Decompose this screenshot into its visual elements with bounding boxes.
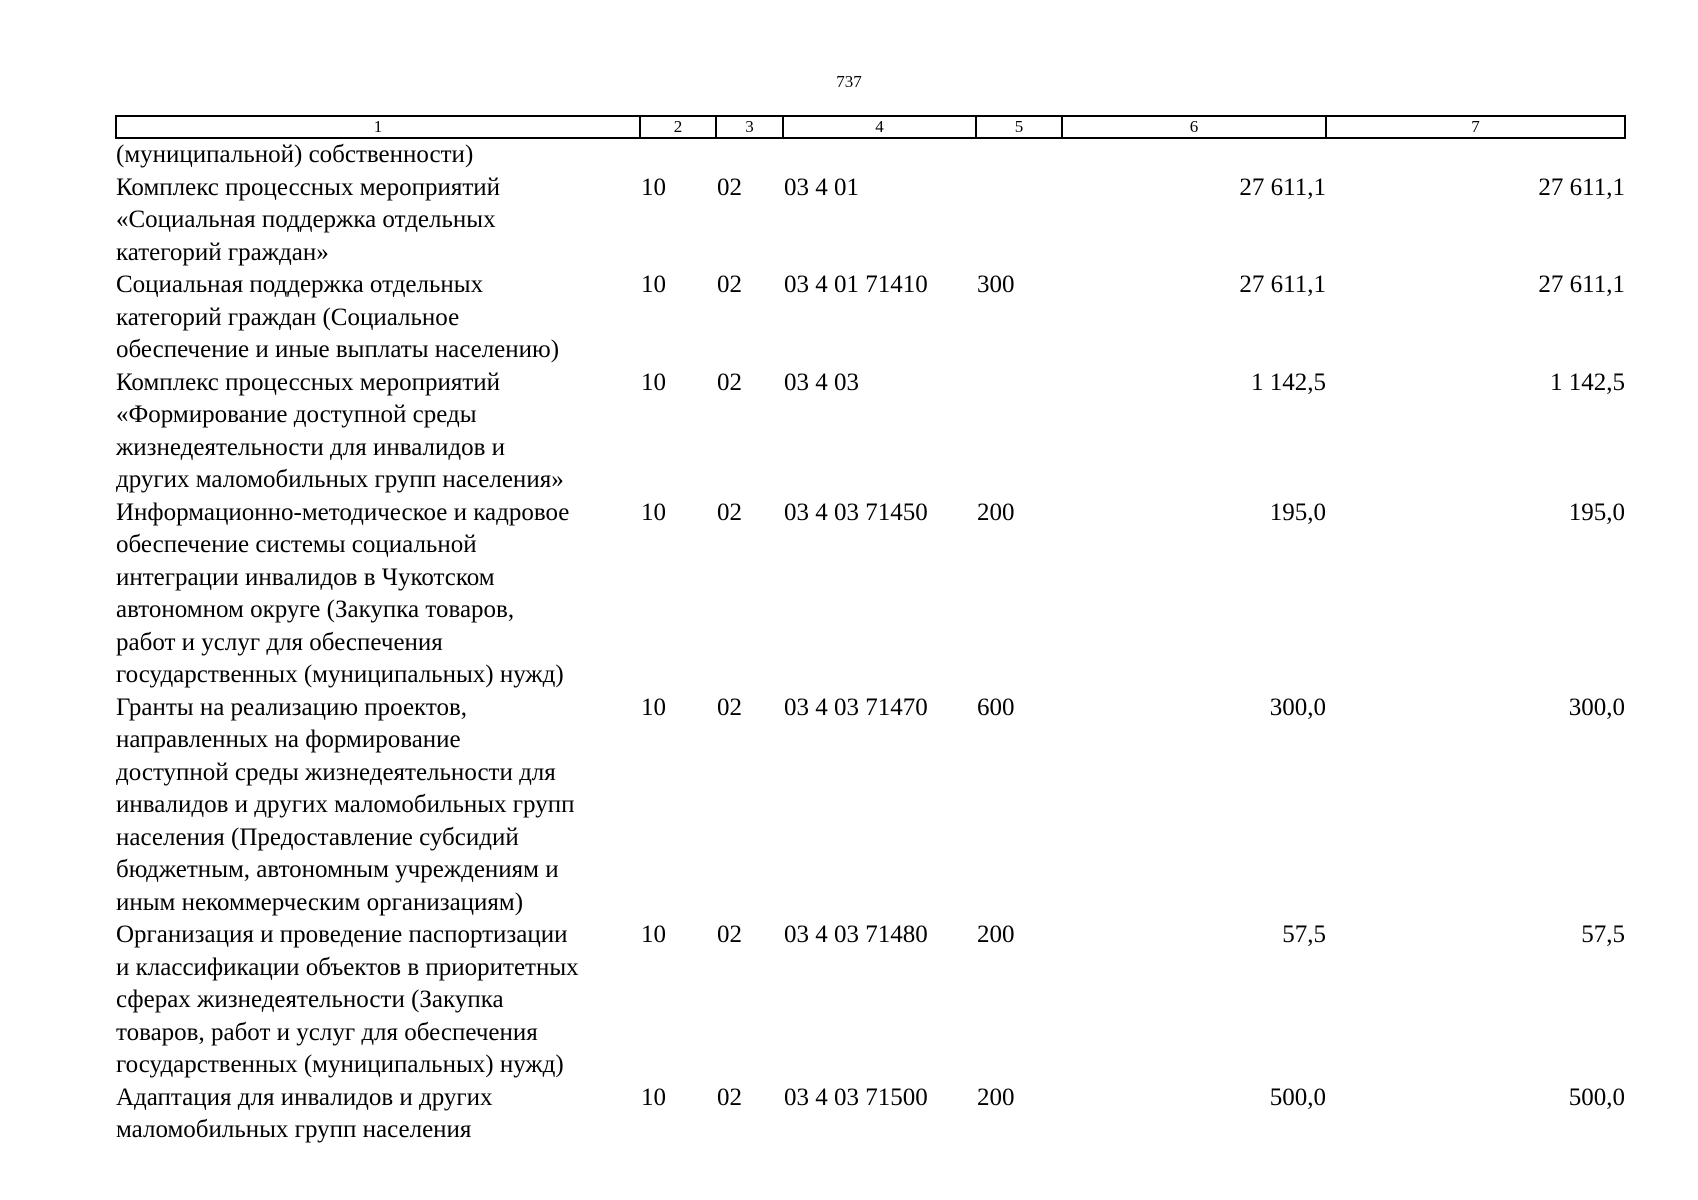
subsection-code — [716, 138, 783, 172]
amount-column-6: 195,0 — [1269, 498, 1326, 526]
amount-column-7: 27 611,1 — [1538, 173, 1625, 201]
section-code: 10 — [641, 271, 666, 298]
column-header-4: 4 — [783, 116, 976, 138]
target-article-code: 03 4 03 71470 — [784, 693, 928, 721]
column-header-6: 6 — [1062, 116, 1326, 138]
budget-table — [115, 115, 1626, 1147]
expense-type-code — [976, 367, 1062, 497]
column-header-1: 1 — [116, 116, 640, 138]
expense-type-code: 300 — [977, 271, 1015, 298]
row-description — [116, 367, 640, 497]
amount-column-7: 500,0 — [1568, 1083, 1625, 1111]
row-description — [116, 919, 640, 1082]
subsection-code: 02 — [717, 271, 742, 298]
section-code: 10 — [641, 498, 666, 526]
description-line: Организация и проведение паспортизации — [116, 921, 568, 948]
amount-column-6 — [1062, 138, 1326, 172]
row-description — [116, 138, 640, 172]
subsection-code: 02 — [717, 368, 742, 396]
description-line: обеспечение и иные выплаты населению) — [116, 336, 560, 363]
description-line: иным некоммерческим организациям) — [116, 888, 524, 916]
subsection-code: 02 — [717, 173, 742, 201]
description-line: автономном округе (Закупка товаров, — [116, 596, 515, 623]
expense-type-code — [976, 172, 1062, 270]
expense-type-code: 200 — [977, 498, 1015, 526]
row-description — [116, 269, 640, 367]
subsection-code: 02 — [717, 921, 742, 948]
target-article-code: 03 4 01 — [784, 173, 859, 201]
description-line: других маломобильных групп населения» — [116, 466, 564, 493]
description-line: бюджетным, автономным учреждениям и — [116, 856, 559, 883]
description-line: и классификации объектов в приоритетных — [116, 953, 579, 981]
target-article-code: 03 4 03 — [784, 368, 859, 396]
section-code: 10 — [641, 368, 666, 396]
expense-type-code: 600 — [977, 693, 1015, 721]
description-line: сферах жизнедеятельности (Закупка — [116, 986, 504, 1013]
table-row — [116, 1082, 1625, 1147]
table-body — [116, 138, 1625, 1147]
description-line: Социальная поддержка отдельных — [116, 271, 484, 298]
description-line: государственных (муниципальных) нужд) — [116, 1051, 564, 1078]
amount-column-6: 1 142,5 — [1251, 368, 1326, 396]
row-description — [116, 1082, 640, 1147]
section-code — [640, 138, 716, 172]
expense-type-code — [976, 138, 1062, 172]
amount-column-7: 195,0 — [1568, 498, 1625, 526]
description-line: Комплекс процессных мероприятий — [116, 368, 501, 396]
description-line: «Формирование доступной среды — [116, 401, 477, 428]
description-line: (муниципальной) собственности) — [116, 141, 474, 168]
amount-column-7: 300,0 — [1568, 693, 1625, 721]
description-line: направленных на формирование — [116, 726, 461, 753]
description-line: обеспечение системы социальной — [116, 531, 477, 558]
expense-type-code: 200 — [977, 921, 1015, 948]
section-code: 10 — [641, 921, 666, 948]
amount-column-6: 500,0 — [1269, 1083, 1326, 1111]
amount-column-7 — [1326, 138, 1625, 172]
description-line: интеграции инвалидов в Чукотском — [116, 563, 495, 591]
target-article-code: 03 4 03 71480 — [784, 921, 928, 948]
target-article-code: 03 4 03 71450 — [784, 498, 928, 526]
description-line: инвалидов и других маломобильных групп — [116, 791, 575, 818]
column-header-5: 5 — [976, 116, 1062, 138]
target-article-code: 03 4 03 71500 — [784, 1083, 928, 1111]
description-line: категорий граждан (Социальное — [116, 303, 460, 331]
amount-column-6: 300,0 — [1269, 693, 1326, 721]
amount-column-7: 1 142,5 — [1550, 368, 1625, 396]
description-line: доступной среды жизнедеятельности для — [116, 758, 556, 786]
row-description — [116, 692, 640, 920]
table-row — [116, 497, 1625, 692]
subsection-code: 02 — [717, 693, 742, 721]
description-line: Гранты на реализацию проектов, — [116, 693, 468, 721]
table-row — [116, 919, 1625, 1082]
row-description — [116, 497, 640, 692]
table-row — [116, 138, 1625, 172]
description-line: Комплекс процессных мероприятий — [116, 173, 501, 201]
target-article-code — [783, 138, 976, 172]
amount-column-6: 27 611,1 — [1239, 271, 1326, 298]
column-header-7: 7 — [1326, 116, 1625, 138]
description-line: работ и услуг для обеспечения — [116, 628, 443, 656]
description-line: жизнедеятельности для инвалидов и — [116, 433, 506, 461]
description-line: категорий граждан» — [116, 238, 329, 266]
subsection-code: 02 — [717, 1083, 742, 1111]
section-code: 10 — [641, 1083, 666, 1111]
table-header — [116, 116, 1625, 138]
table-row — [116, 172, 1625, 270]
section-code: 10 — [641, 173, 666, 201]
description-line: государственных (муниципальных) нужд) — [116, 661, 564, 688]
target-article-code: 03 4 01 71410 — [784, 271, 928, 298]
section-code: 10 — [641, 693, 666, 721]
amount-column-6: 57,5 — [1282, 921, 1326, 948]
column-number-row — [116, 116, 1625, 138]
description-line: Адаптация для инвалидов и других — [116, 1083, 493, 1111]
description-line: товаров, работ и услуг для обеспечения — [116, 1018, 538, 1046]
description-line: Информационно-методическое и кадровое — [116, 498, 570, 526]
table-row — [116, 367, 1625, 497]
description-line: «Социальная поддержка отдельных — [116, 206, 496, 233]
amount-column-7: 57,5 — [1581, 921, 1625, 948]
description-line: населения (Предоставление субсидий — [116, 823, 519, 851]
column-header-2: 2 — [640, 116, 716, 138]
amount-column-6: 27 611,1 — [1239, 173, 1326, 201]
table-row — [116, 692, 1625, 920]
amount-column-7: 27 611,1 — [1538, 271, 1625, 298]
expense-type-code: 200 — [977, 1083, 1015, 1111]
column-header-3: 3 — [716, 116, 783, 138]
page-number: 737 — [836, 72, 862, 91]
subsection-code: 02 — [717, 498, 742, 526]
row-description — [116, 172, 640, 270]
description-line: маломобильных групп населения — [116, 1116, 472, 1143]
table-row — [116, 269, 1625, 367]
